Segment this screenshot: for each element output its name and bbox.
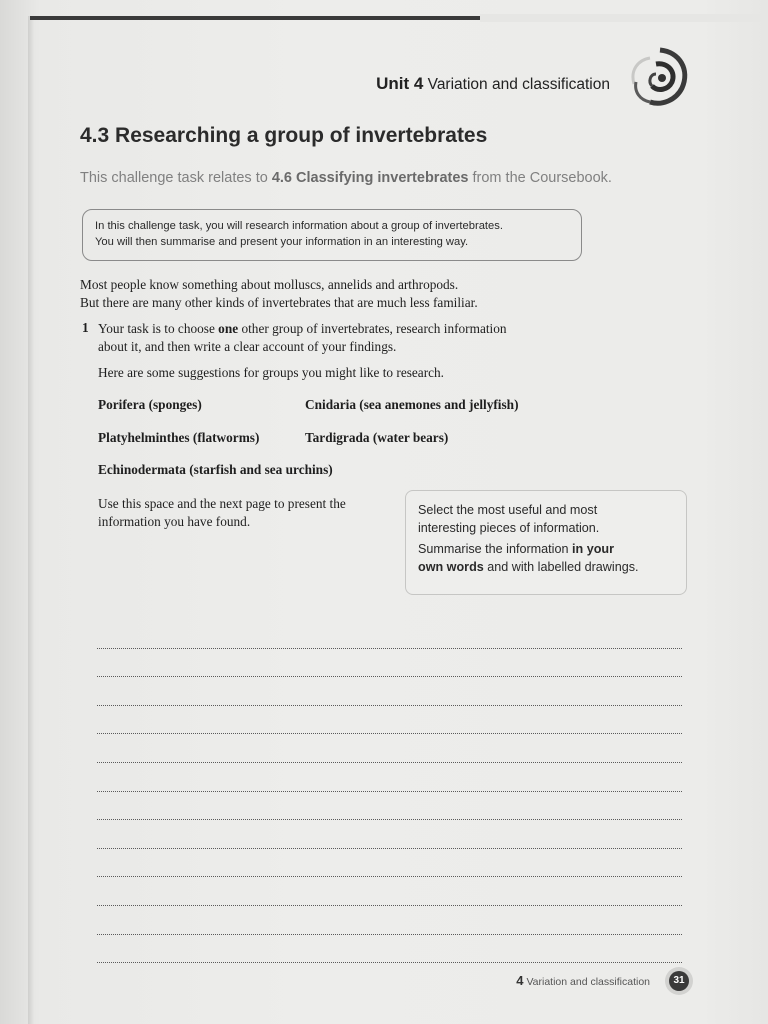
question-emphasis: one	[218, 321, 239, 336]
writing-line[interactable]	[97, 820, 682, 849]
writing-line[interactable]	[97, 849, 682, 878]
page-footer	[516, 973, 650, 988]
writing-line[interactable]	[97, 706, 682, 735]
space-line: Use this space and the next page to present the	[98, 496, 346, 511]
writing-line[interactable]	[97, 935, 682, 964]
group-suggestion: Platyhelminthes (flatworms)	[98, 430, 260, 445]
question-line: about it, and then write a clear account of your findings.	[98, 339, 397, 354]
writing-line[interactable]	[97, 906, 682, 935]
subtitle-pre: This challenge task relates to	[80, 170, 272, 186]
tip-line: and with labelled drawings.	[483, 560, 639, 574]
tip-box	[405, 490, 687, 595]
space-line: information you have found.	[98, 514, 251, 529]
writing-line[interactable]	[97, 620, 682, 649]
unit-header	[376, 74, 610, 94]
intro-box-line: You will then summarise and present your information in an interesting way.	[95, 236, 469, 248]
tip-line: Select the most useful and most	[418, 503, 598, 517]
writing-area[interactable]	[97, 620, 682, 963]
swirl-logo-icon	[620, 44, 692, 110]
writing-line[interactable]	[97, 734, 682, 763]
group-suggestion: Tardigrada (water bears)	[305, 430, 449, 445]
suggestions-intro: Here are some suggestions for groups you might like to research.	[98, 365, 444, 380]
section-subtitle	[80, 170, 612, 186]
subtitle-link: 4.6 Classifying invertebrates	[271, 170, 469, 186]
intro-line: Most people know something about molluscs, annelids and arthropods.	[80, 277, 459, 292]
question-number: 1	[82, 320, 89, 335]
subtitle-post: from the Coursebook.	[468, 170, 612, 186]
writing-line[interactable]	[97, 677, 682, 706]
intro-line: But there are many other kinds of invertebrates that are much less familiar.	[80, 295, 478, 310]
writing-line[interactable]	[97, 649, 682, 678]
tip-emphasis: in your	[572, 542, 614, 556]
writing-line[interactable]	[97, 877, 682, 906]
section-title: 4.3 Researching a group of invertebrates	[80, 124, 488, 147]
intro-box-line: In this challenge task, you will research information about a group of invertebrates.	[95, 220, 503, 232]
intro-paragraph	[80, 276, 478, 312]
writing-line[interactable]	[97, 792, 682, 821]
group-suggestion: Echinodermata (starfish and sea urchins)	[98, 462, 333, 477]
question-line-pre: Your task is to choose	[98, 321, 219, 336]
unit-title: Variation and classification	[427, 76, 610, 93]
top-rule-fade	[480, 14, 768, 22]
tip-line: interesting pieces of information.	[418, 521, 600, 535]
writing-line[interactable]	[97, 763, 682, 792]
space-instructions	[98, 495, 346, 531]
question-text	[98, 320, 507, 356]
page-number-badge: 31	[669, 971, 689, 991]
group-suggestion: Cnidaria (sea anemones and jellyfish)	[305, 397, 519, 412]
footer-chapter-title: Variation and classification	[526, 976, 650, 988]
page-spine	[28, 16, 34, 1024]
unit-label: Unit 4	[376, 74, 424, 93]
footer-chapter-number: 4	[516, 973, 524, 988]
group-suggestion: Porifera (sponges)	[98, 397, 202, 412]
intro-box	[82, 209, 582, 261]
question-line-post: other group of invertebrates, research information	[238, 321, 507, 336]
tip-emphasis: own words	[418, 560, 484, 574]
tip-line: Summarise the information	[418, 542, 572, 556]
